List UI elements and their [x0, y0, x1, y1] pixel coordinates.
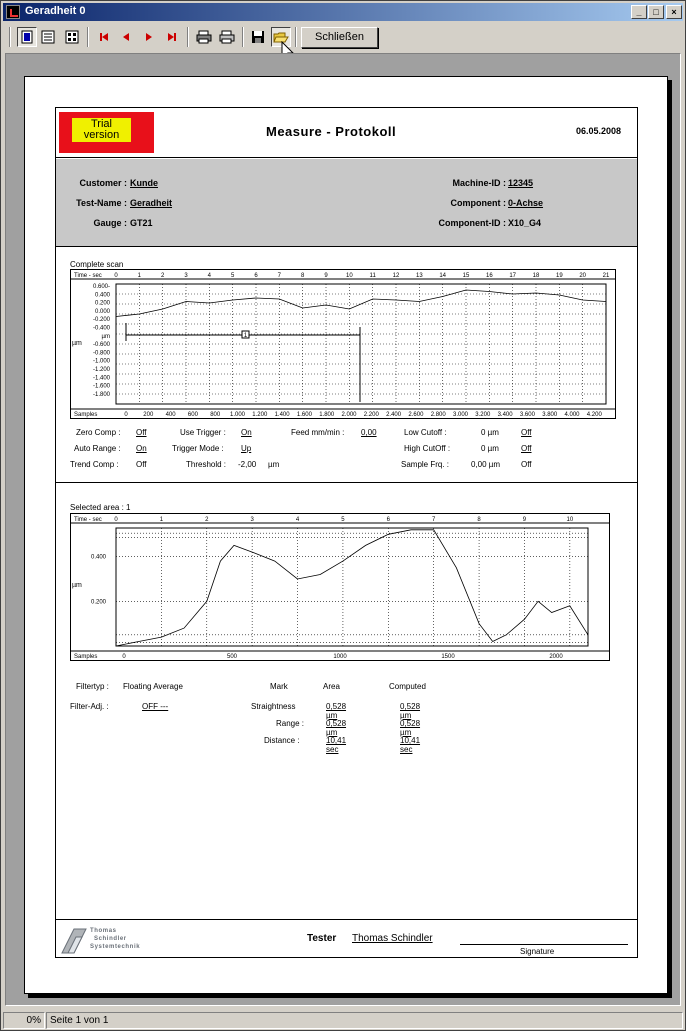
- time-axis-title: Time - sec: [74, 517, 102, 523]
- filtertyp-value: Floating Average: [123, 682, 183, 691]
- filtertyp-label: Filtertyp :: [76, 682, 109, 691]
- trend-comp-label: Trend Comp :: [70, 460, 119, 469]
- report-footer: [56, 919, 637, 958]
- toolbar-separator: [187, 27, 189, 47]
- page-width-icon: [41, 30, 55, 44]
- x-top-tick-label: 4: [207, 273, 212, 279]
- previous-page-icon: [120, 31, 132, 43]
- testname-label: Test-Name :: [76, 198, 127, 208]
- window-title: Geradheit 0: [25, 5, 86, 17]
- x-top-tick-label: 9: [324, 273, 328, 279]
- chart-frame: [71, 514, 610, 661]
- x-bottom-tick-label: 1.200: [252, 412, 268, 418]
- gauge-value: GT21: [130, 218, 153, 228]
- page-status: Seite 1 von 1: [46, 1012, 683, 1029]
- time-axis-title: Time - sec: [74, 273, 102, 279]
- distance-label: Distance :: [264, 736, 300, 745]
- x-bottom-tick-label: 1000: [333, 654, 347, 660]
- x-top-tick-label: 9: [522, 517, 527, 523]
- x-top-tick-label: 10: [566, 517, 574, 523]
- x-bottom-tick-label: 400: [165, 412, 176, 418]
- y-tick-label: -1.000: [92, 358, 110, 365]
- toolbar-separator: [242, 27, 244, 47]
- auto-range-value: On: [136, 444, 147, 453]
- straightness-area-value: 0,528 µm: [326, 702, 347, 720]
- range-label: Range :: [276, 719, 305, 728]
- logo-line-3: Systemtechnik: [90, 944, 141, 950]
- use-trigger-value: On: [241, 428, 252, 437]
- x-bottom-tick-label: 1.800: [319, 412, 335, 418]
- first-page-button[interactable]: [94, 27, 114, 47]
- x-top-tick-label: 5: [230, 273, 235, 279]
- x-top-tick-label: 7: [432, 517, 436, 523]
- y-tick-label: -0.600: [92, 342, 110, 349]
- zero-comp-value: Off: [136, 428, 147, 437]
- close-window-button[interactable]: ×: [666, 5, 682, 19]
- x-bottom-tick-label: 2000: [549, 654, 563, 660]
- x-top-tick-label: 21: [602, 273, 610, 279]
- floppy-disk-icon: [251, 30, 265, 44]
- first-page-icon: [98, 31, 110, 43]
- zoom-status: 0%: [3, 1012, 45, 1029]
- last-page-icon: [166, 31, 178, 43]
- selected-area-label: Selected area :: [70, 503, 124, 512]
- x-top-tick-label: 6: [254, 273, 258, 279]
- x-bottom-tick-label: 3.600: [519, 412, 535, 418]
- x-top-tick-label: 16: [485, 273, 493, 279]
- y-tick-label: 0.200: [90, 599, 106, 606]
- testname-value: Geradheit: [130, 198, 173, 208]
- x-top-tick-label: 7: [277, 273, 282, 279]
- low-cutoff-state: Off: [521, 428, 532, 437]
- single-page-view-button[interactable]: [17, 27, 37, 47]
- x-top-tick-label: 12: [392, 273, 400, 279]
- x-top-tick-label: 4: [295, 517, 300, 523]
- tester-label: Tester: [307, 933, 337, 944]
- report-header: [56, 108, 637, 158]
- samples-axis-title: Samples: [74, 654, 98, 660]
- x-top-tick-label: 15: [462, 273, 470, 279]
- x-top-tick-label: 19: [555, 273, 563, 279]
- x-bottom-tick-label: 2.200: [363, 412, 379, 418]
- trial-text: Trial version: [72, 118, 131, 142]
- low-cutoff-value: 0 µm: [481, 428, 499, 437]
- trigger-mode-label: Trigger Mode :: [172, 444, 224, 453]
- x-top-tick-label: 0: [114, 517, 118, 523]
- machine-value: 12345: [508, 178, 534, 188]
- toolbar-separator: [87, 27, 89, 47]
- x-bottom-tick-label: 1.600: [296, 412, 312, 418]
- x-bottom-tick-label: 2.800: [430, 412, 446, 418]
- x-bottom-tick-label: 1.000: [229, 412, 246, 418]
- y-tick-label: -0.400: [92, 325, 110, 332]
- tester-value: Thomas Schindler: [352, 933, 433, 944]
- logo-text: [90, 927, 140, 951]
- printer-setup-icon: [196, 30, 212, 44]
- minimize-button[interactable]: _: [631, 5, 647, 19]
- componentid-label: Component-ID :: [438, 218, 506, 228]
- x-top-tick-label: 14: [439, 273, 447, 279]
- x-top-tick-label: 13: [415, 273, 423, 279]
- machine-label: Machine-ID :: [452, 178, 506, 188]
- preview-area[interactable]: [5, 53, 681, 1006]
- x-top-tick-label: 17: [509, 273, 517, 279]
- x-top-tick-label: 20: [579, 273, 587, 279]
- y-tick-label: 0.400: [90, 554, 106, 561]
- close-button[interactable]: Schließen: [301, 27, 378, 48]
- x-bottom-tick-label: 3.800: [542, 412, 558, 418]
- toolbar-separator: [295, 27, 297, 47]
- x-bottom-tick-label: 2.400: [386, 412, 402, 418]
- next-page-icon: [143, 31, 155, 43]
- y-tick-label: -1.200: [92, 367, 110, 373]
- y-tick-label: 0.000: [94, 308, 110, 315]
- next-page-button[interactable]: [139, 27, 159, 47]
- toolbar: [5, 24, 681, 52]
- trigger-mode-value: Up: [241, 444, 252, 453]
- x-bottom-tick-label: 200: [143, 412, 154, 418]
- filter-adj-label: Filter-Adj. :: [70, 702, 109, 711]
- use-trigger-label: Use Trigger :: [180, 428, 226, 437]
- range-area-value: 0,528 µm: [326, 719, 347, 737]
- y-tick-label: 0.400: [94, 292, 110, 299]
- x-bottom-tick-label: 500: [226, 654, 238, 660]
- y-tick-label: -0.800: [92, 350, 110, 357]
- range-computed-value: 0,528 µm: [400, 719, 421, 737]
- customer-value: Kunde: [130, 178, 158, 188]
- page-width-view-button[interactable]: [38, 27, 58, 47]
- x-bottom-tick-label: 2.000: [341, 412, 357, 418]
- logo-line-1: Thomas: [90, 928, 117, 934]
- threshold-value: -2,00: [238, 460, 257, 469]
- selected-area-value: 1: [126, 503, 131, 512]
- x-bottom-tick-label: 1500: [441, 654, 455, 660]
- y-tick-label: -1.800: [92, 391, 110, 398]
- report-title: Measure - Protokoll: [266, 124, 397, 139]
- y-tick-label: -0.200: [92, 317, 110, 324]
- x-top-tick-label: 8: [477, 517, 481, 523]
- high-cutoff-label: High CutOff :: [404, 444, 451, 453]
- sample-frq-value: 0,00 µm: [471, 460, 501, 469]
- low-cutoff-label: Low Cutoff :: [404, 428, 447, 437]
- x-top-tick-label: 5: [341, 517, 345, 523]
- filter-adj-value: OFF ---: [142, 702, 169, 711]
- x-top-tick-label: 6: [386, 517, 390, 523]
- x-top-tick-label: 1: [159, 517, 164, 523]
- x-top-tick-label: 18: [532, 273, 540, 279]
- y-tick-label: -1.400: [92, 375, 110, 382]
- info-block: [56, 159, 637, 247]
- y-tick-label: 0.200: [94, 300, 110, 307]
- straightness-label: Straightness: [251, 702, 296, 711]
- report-page: [24, 76, 668, 994]
- distance-area-value: 10,41 sec: [326, 736, 347, 754]
- x-bottom-tick-label: 3.200: [475, 412, 491, 418]
- sample-frq-state: Off: [521, 460, 532, 469]
- component-value: 0-Achse: [508, 198, 544, 208]
- zero-comp-label: Zero Comp :: [76, 428, 121, 437]
- x-top-tick-label: 10: [345, 273, 353, 279]
- straightness-computed-value: 0,528 µm: [400, 702, 421, 720]
- y-axis-title: µm: [72, 340, 82, 347]
- componentid-value: X10_G4: [508, 218, 542, 228]
- selected-area-title: [70, 503, 131, 512]
- maximize-button[interactable]: □: [648, 5, 664, 19]
- y-axis-title: µm: [72, 582, 82, 589]
- high-cutoff-value: 0 µm: [481, 444, 499, 453]
- x-bottom-tick-label: 2.600: [408, 412, 424, 418]
- company-logo: [60, 925, 170, 955]
- trial-badge: [59, 112, 154, 153]
- x-bottom-tick-label: 0: [122, 654, 126, 660]
- distance-computed-value: 10,41 sec: [400, 736, 421, 754]
- previous-page-button[interactable]: [116, 27, 136, 47]
- x-top-tick-label: 2: [160, 273, 165, 279]
- feed-value: 0,00: [361, 428, 377, 437]
- customer-label: Customer :: [79, 178, 127, 188]
- sample-frq-label: Sample Frq. :: [401, 460, 450, 469]
- x-top-tick-label: 3: [184, 273, 188, 279]
- x-bottom-tick-label: 4.200: [586, 412, 602, 418]
- logo-line-2: Schindler: [94, 936, 127, 942]
- report-date: 06.05.2008: [576, 126, 622, 136]
- auto-range-label: Auto Range :: [74, 444, 121, 453]
- threshold-unit: µm: [268, 460, 280, 469]
- area-header: Area: [323, 682, 340, 691]
- print-button[interactable]: [217, 27, 237, 47]
- selected-area-chart: [70, 513, 616, 663]
- x-top-tick-label: 2: [205, 517, 209, 523]
- signature-label: Signature: [520, 947, 555, 956]
- printer-icon: [219, 30, 235, 44]
- multi-page-icon: [65, 30, 79, 44]
- y-tick-label: -1.600: [92, 383, 110, 390]
- component-label: Component :: [450, 198, 506, 208]
- x-bottom-tick-label: 3.400: [497, 412, 513, 418]
- high-cutoff-state: Off: [521, 444, 532, 453]
- area-marker-label: 1: [243, 333, 248, 339]
- x-bottom-tick-label: 600: [187, 412, 198, 418]
- multi-page-view-button[interactable]: [62, 27, 82, 47]
- computed-header: Computed: [389, 682, 426, 691]
- feed-label: Feed mm/min :: [291, 428, 345, 437]
- print-setup-button[interactable]: [194, 27, 214, 47]
- x-top-tick-label: 1: [137, 273, 142, 279]
- samples-axis-title: Samples: [74, 412, 98, 418]
- y-tick-label: 0.600-: [92, 284, 110, 290]
- x-top-tick-label: 11: [369, 273, 376, 279]
- toolbar-grip: [9, 27, 11, 47]
- y-tick-label: µm: [101, 333, 110, 340]
- x-bottom-tick-label: 800: [210, 412, 221, 418]
- trend-comp-value: Off: [136, 460, 147, 469]
- last-page-button[interactable]: [162, 27, 182, 47]
- save-button[interactable]: [248, 27, 268, 47]
- title-bar[interactable]: [3, 3, 683, 21]
- x-top-tick-label: 8: [300, 273, 305, 279]
- report-frame: [55, 107, 638, 958]
- threshold-label: Threshold :: [186, 460, 227, 469]
- app-icon: [6, 5, 20, 19]
- x-bottom-tick-label: 0: [124, 412, 128, 418]
- logo-mark-icon: [60, 925, 90, 955]
- complete-scan-chart: [70, 269, 616, 419]
- mark-header: Mark: [270, 682, 288, 691]
- single-page-icon: [20, 30, 34, 44]
- x-bottom-tick-label: 1.400: [274, 412, 290, 418]
- section-divider: [56, 482, 637, 483]
- complete-scan-title: Complete scan: [70, 260, 124, 269]
- x-bottom-tick-label: 3.000: [452, 412, 469, 418]
- gauge-label: Gauge :: [93, 218, 127, 228]
- x-bottom-tick-label: 4.000: [564, 412, 580, 418]
- x-top-tick-label: 0: [114, 273, 118, 279]
- x-top-tick-label: 3: [250, 517, 254, 523]
- status-bar: [3, 1010, 683, 1030]
- signature-line: [460, 944, 628, 945]
